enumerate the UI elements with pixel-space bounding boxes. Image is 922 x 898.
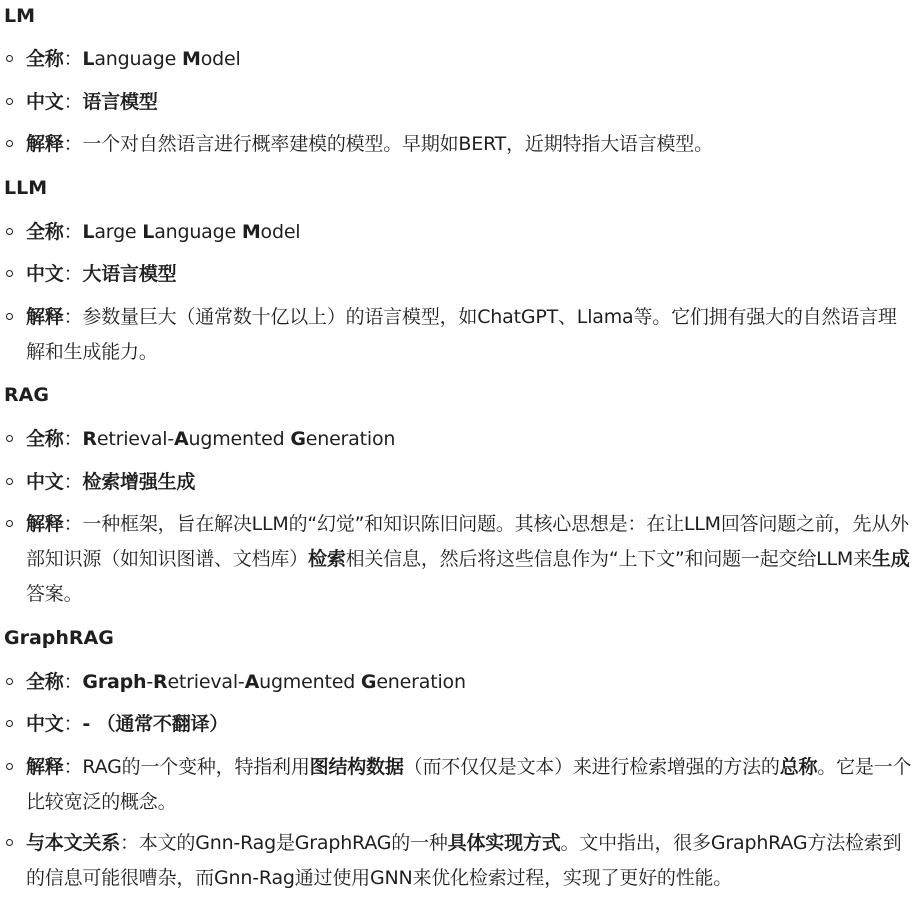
label-explanation: 解释 [26,513,64,535]
explanation-text: 一个对自然语言进行概率建模的模型。早期如BERT，近期特指大语言模型。 [82,133,713,155]
bullet-icon [6,435,13,442]
bullet-icon [6,228,13,235]
label-full-name: 全称 [26,221,64,243]
bullet-icon [6,678,13,685]
bullet-icon [6,478,13,485]
bullet-icon [6,55,13,62]
chinese-value: 语言模型 [82,91,158,113]
list-item-explanation: 解释：RAG的一个变种，特指利用图结构数据（而不仅仅是文本）来进行检索增强的方法的总称。它是一个比较宽泛的概念。 [4,750,912,820]
label-chinese: 中文 [26,263,64,285]
list-item-chinese: 中文：检索增强生成 [4,465,912,500]
list-item-full-name: 全称：Language Model [4,42,912,77]
bullet-icon [6,720,13,727]
emphasis-general-term: 总称 [779,756,818,778]
list-item-explanation: 解释：参数量巨大（通常数十亿以上）的语言模型，如ChatGPT、Llama等。它们拥有强大的自然语言理解和生成能力。 [4,300,912,370]
list-item-full-name: 全称：Graph-Retrieval-Augmented Generation [4,665,912,700]
section-title-rag: RAG [4,384,49,406]
emphasis-graph-data: 图结构数据 [309,756,404,778]
list-item-chinese: 中文：大语言模型 [4,257,912,292]
label-explanation: 解释 [26,306,64,328]
bullet-icon [6,98,13,105]
bullet-icon [6,763,13,770]
emphasis-implementation: 具体实现方式 [447,832,561,854]
section-title-graphrag: GraphRAG [4,627,114,649]
emphasis-generate: 生成 [871,548,910,570]
explanation-text: 参数量巨大（通常数十亿以上）的语言模型，如ChatGPT、Llama等。它们拥有强大的自然语言理解和生成能力。 [26,306,897,363]
label-full-name: 全称 [26,428,64,450]
label-full-name: 全称 [26,671,64,693]
bullet-icon [6,839,13,846]
label-relation: 与本文关系 [26,832,121,854]
section-title-llm: LLM [4,177,48,199]
emphasis-retrieve: 检索 [308,548,346,570]
list-item-relation: 与本文关系：本文的Gnn-Rag是GraphRAG的一种具体实现方式。文中指出，很多GraphRAG方法检索到的信息可能很嘈杂，而Gnn-Rag通过使用GNN来优化检索过程，实现了更好的性能。 [4,826,912,896]
label-chinese: 中文 [26,713,64,735]
bullet-icon [6,313,13,320]
bullet-icon [6,520,13,527]
chinese-value: 大语言模型 [82,263,177,285]
list-item-explanation: 解释：一种框架，旨在解决LLM的“幻觉”和知识陈旧问题。其核心思想是：在让LLM回答问题之前，先从外部知识源（如知识图谱、文档库）检索相关信息，然后将这些信息作为“上下文”和问题一起交给LLM来生成答案。 [4,507,912,612]
label-explanation: 解释 [26,756,64,778]
bullet-icon [6,270,13,277]
label-chinese: 中文 [26,91,64,113]
label-explanation: 解释 [26,133,64,155]
chinese-value: - （通常不翻译） [82,713,229,735]
chinese-value: 检索增强生成 [82,471,196,493]
bullet-icon [6,140,13,147]
label-chinese: 中文 [26,471,64,493]
list-item-full-name: 全称：Large Language Model [4,215,912,250]
section-title-lm: LM [4,5,36,27]
label-full-name: 全称 [26,48,64,70]
list-item-full-name: 全称：Retrieval-Augmented Generation [4,422,912,457]
list-item-chinese: 中文：语言模型 [4,85,912,120]
list-item-explanation: 解释：一个对自然语言进行概率建模的模型。早期如BERT，近期特指大语言模型。 [4,127,912,162]
list-item-chinese: 中文：- （通常不翻译） [4,707,912,742]
